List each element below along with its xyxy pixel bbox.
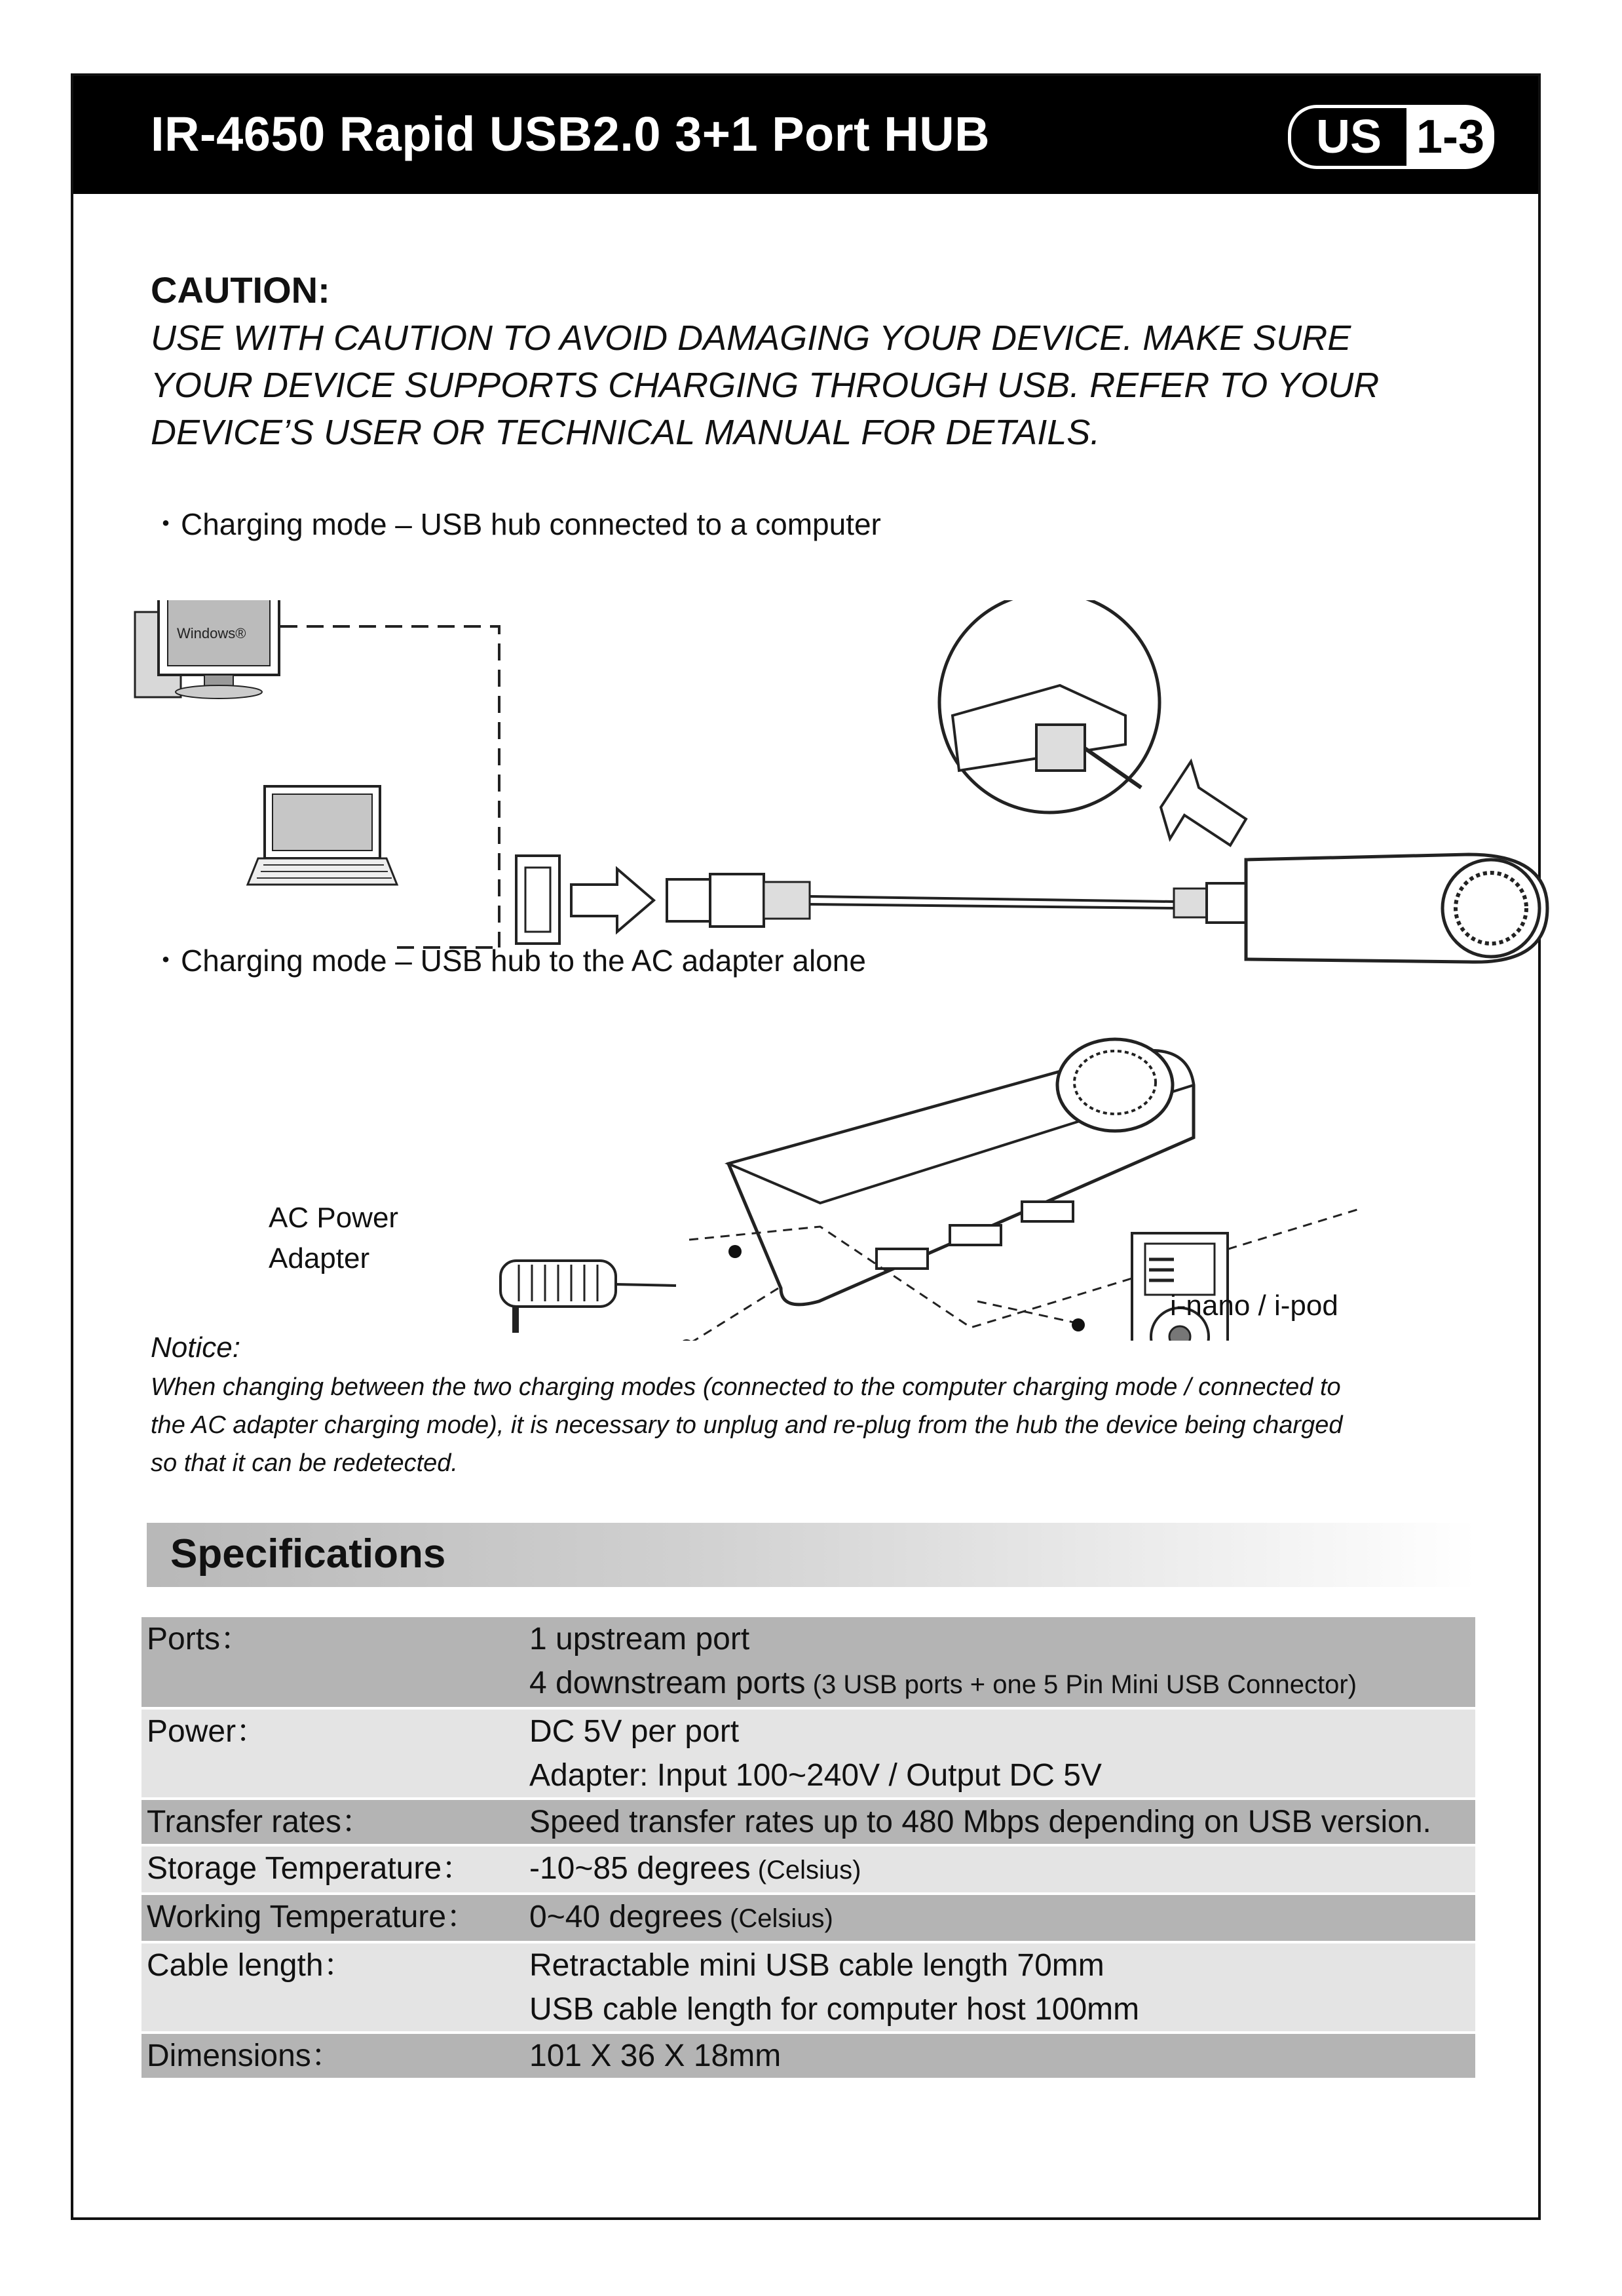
- spec-value-line: 1 upstream port: [529, 1622, 750, 1656]
- caution-line: YOUR DEVICE SUPPORTS CHARGING THROUGH USB. REFER TO YOUR: [151, 366, 1380, 405]
- spec-value-note: (3 USB ports + one 5 Pin Mini USB Connector): [805, 1670, 1357, 1699]
- notice-text: [151, 1368, 1553, 1482]
- spec-value-line: USB cable length for computer host 100mm: [529, 1992, 1140, 2027]
- spec-key: Storage Temperature：: [141, 1845, 524, 1894]
- spec-value: [524, 1942, 1475, 2033]
- ipod-label: i-nano / i-pod: [1170, 1290, 1338, 1322]
- desktop-computer-icon: [135, 600, 279, 698]
- spec-value-main: -10~85 degrees: [529, 1851, 751, 1886]
- windows-label: Windows®: [177, 625, 246, 641]
- arrow-right-icon: [571, 869, 654, 932]
- spec-key: Cable length：: [141, 1942, 524, 2033]
- table-row: [141, 1617, 1475, 1708]
- specifications-table: [141, 1617, 1475, 2080]
- header-bar: [73, 76, 1538, 194]
- page-title: IR-4650 Rapid USB2.0 3+1 Port HUB: [151, 107, 990, 161]
- caution-heading: CAUTION:: [151, 269, 330, 311]
- mode-computer-label: ・Charging mode – USB hub connected to a computer: [151, 507, 881, 541]
- page-frame: [71, 73, 1541, 2220]
- table-row: [141, 1845, 1475, 1894]
- ac-adapter-label-line: AC Power: [269, 1202, 399, 1234]
- arrow-up-left-icon: [1161, 761, 1246, 845]
- spec-value-note: (Celsius): [750, 1856, 861, 1885]
- spec-key: Power：: [141, 1708, 524, 1799]
- usb-hub-3d-icon: [728, 1039, 1194, 1305]
- zoom-detail-icon: [939, 600, 1246, 845]
- table-row: [141, 1799, 1475, 1845]
- spec-value-main: 4 downstream ports: [529, 1666, 806, 1700]
- spec-value-line: DC 5V per port: [529, 1714, 740, 1749]
- spec-value: [524, 1894, 1475, 1942]
- ac-adapter-label-line: Adapter: [269, 1242, 370, 1274]
- badge-region: US: [1288, 105, 1406, 169]
- usb-hub-icon: [1246, 854, 1547, 962]
- spec-value-note: (Celsius): [722, 1904, 833, 1933]
- spec-value: 101 X 36 X 18mm: [524, 2033, 1475, 2079]
- spec-key: Ports：: [141, 1617, 524, 1708]
- caution-line: DEVICE’S USER OR TECHNICAL MANUAL FOR DETAILS.: [151, 413, 1101, 452]
- page-badge: [1288, 105, 1498, 168]
- spec-value: [524, 1845, 1475, 1894]
- spec-value-line: [529, 1661, 1470, 1707]
- caution-line: USE WITH CAUTION TO AVOID DAMAGING YOUR DEVICE. MAKE SURE: [151, 318, 1351, 358]
- table-row: [141, 1894, 1475, 1942]
- notice-line: the AC adapter charging mode), it is necessary to unplug and re-plug from the hub the device being charged: [151, 1411, 1343, 1439]
- caution-text: [151, 315, 1513, 456]
- specifications-header: [147, 1523, 1477, 1587]
- usb-cable-icon: [667, 874, 1246, 927]
- table-row: [141, 1942, 1475, 2033]
- spec-value-main: 0~40 degrees: [529, 1900, 723, 1934]
- specifications-title: Specifications: [170, 1531, 446, 1577]
- badge-page-number: 1-3: [1406, 105, 1494, 169]
- ac-adapter-label: [269, 1198, 398, 1279]
- laptop-icon: [248, 786, 397, 885]
- spec-value: Speed transfer rates up to 480 Mbps depending on USB version.: [524, 1799, 1475, 1845]
- notice-line: so that it can be redetected.: [151, 1449, 458, 1477]
- spec-value-line: Adapter: Input 100~240V / Output DC 5V: [529, 1758, 1102, 1793]
- spec-value-line: Retractable mini USB cable length 70mm: [529, 1948, 1104, 1983]
- computer-mode-diagram: [132, 600, 1574, 967]
- mode-adapter-label: ・Charging mode – USB hub to the AC adapter alone: [151, 944, 866, 978]
- spec-key: Dimensions：: [141, 2033, 524, 2079]
- spec-value: [524, 1708, 1475, 1799]
- spec-key: Transfer rates：: [141, 1799, 524, 1845]
- spec-key: Working Temperature：: [141, 1894, 524, 1942]
- notice-line: When changing between the two charging modes (connected to the computer charging mode / connected to: [151, 1373, 1341, 1401]
- spec-value: [524, 1617, 1475, 1708]
- table-row: [141, 1708, 1475, 1799]
- notice-heading: Notice:: [151, 1331, 240, 1364]
- ac-adapter-icon: [500, 1261, 676, 1333]
- table-row: [141, 2033, 1475, 2079]
